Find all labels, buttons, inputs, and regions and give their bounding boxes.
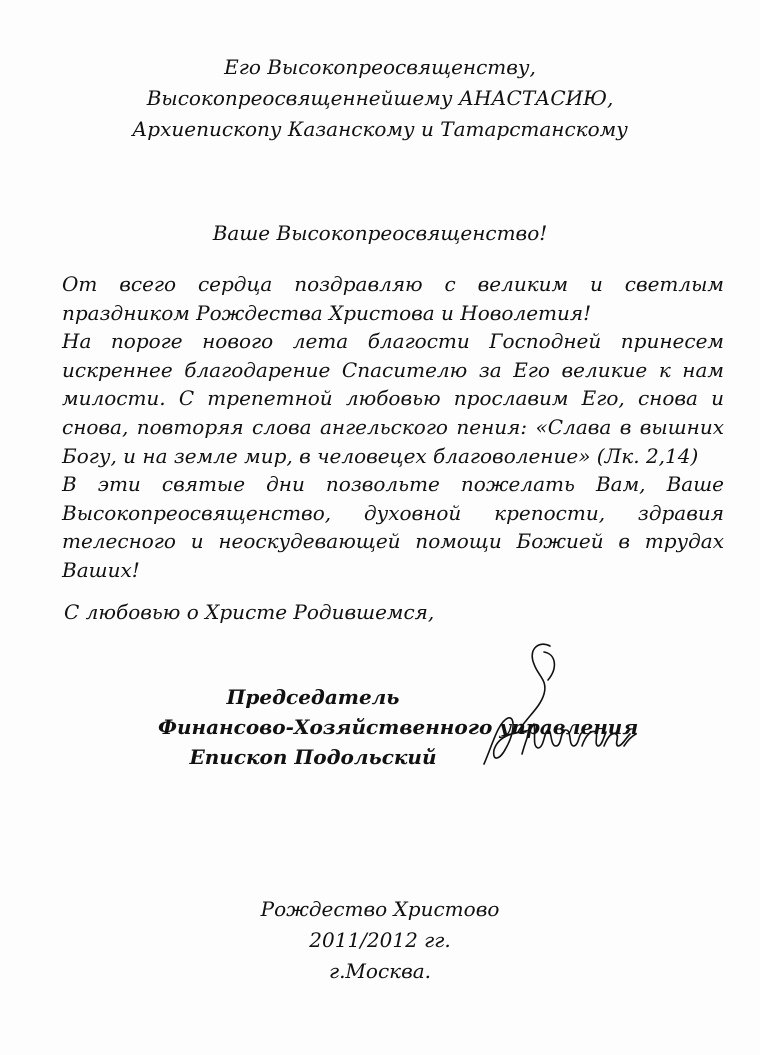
addressee-line-3: Архиепископу Казанскому и Татарстанскому: [132, 117, 628, 141]
footer-occasion: Рождество Христово: [260, 897, 500, 921]
body-paragraph-1: От всего сердца поздравляю с великим и светлым праздником Рождества Христова и Новолетия!: [62, 272, 724, 325]
closing-phrase: С любовью о Христе Родившемся,: [64, 600, 435, 624]
handwritten-signature-icon: [478, 636, 638, 776]
footer-city: г.Москва.: [328, 959, 432, 983]
letter-body: [62, 270, 724, 585]
signer-title: Председатель: [226, 685, 400, 709]
body-paragraph-2: На пороге нового лета благости Господней принесем искреннее благодарение Спасителю за Его великие к нам милости. С трепетной любовью прославим Его, снова и снова, повторяя слова ангельского пения: «Слава в вышних Богу, и на земле мир, в человецех благоволение» (Лк. 2,14): [62, 329, 724, 468]
body-paragraph-3: В эти святые дни позвольте пожелать Вам, Ваше Высокопреосвященство, духовной крепости, здравия телесного и неоскудевающей помощи Божией в трудах Ваших!: [62, 472, 724, 582]
addressee-line-1: Его Высокопреосвященству,: [224, 55, 536, 79]
signer-name: Епископ Подольский: [189, 745, 437, 769]
addressee-block: [0, 52, 760, 145]
salutation: Ваше Высокопреосвященство!: [212, 221, 548, 245]
signer-department: Финансово-Хозяйственного управления: [158, 715, 639, 739]
footer-block: [0, 894, 760, 987]
signer-block: [158, 682, 639, 772]
addressee-line-2: Высокопреосвященнейшему АНАСТАСИЮ,: [146, 86, 614, 110]
footer-year: 2011/2012 гг.: [309, 928, 451, 952]
